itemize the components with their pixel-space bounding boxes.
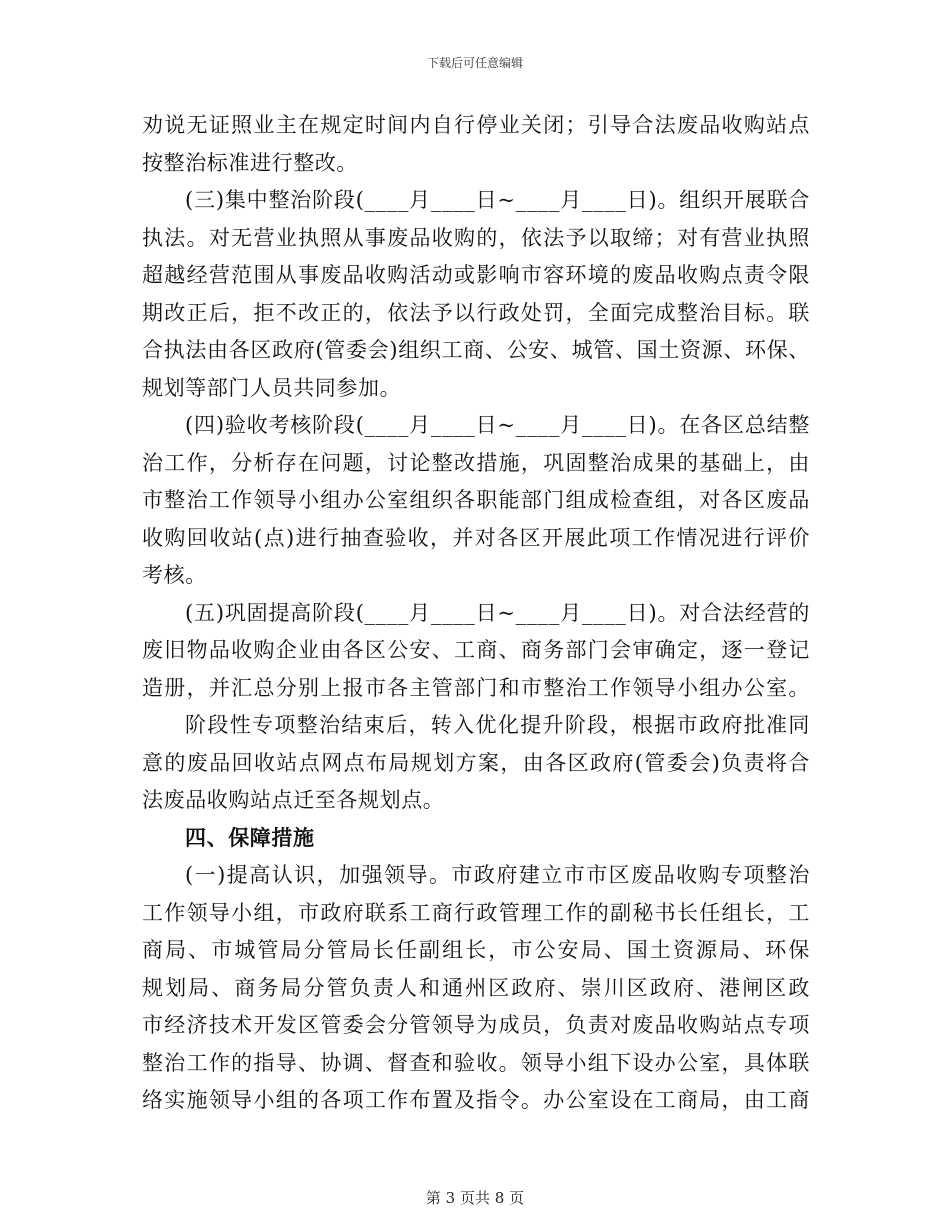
text-line: 整治工作的指导、协调、督查和验收。领导小组下设办公室，具体联: [142, 1050, 810, 1075]
text-line: 执法。对无营业执照从事废品收购的，依法予以取缔；对有营业执照: [142, 225, 810, 250]
page-footer: 第 3 页共 8 页: [425, 1189, 525, 1207]
text-line: 劝说无证照业主在规定时间内自行停业关闭；引导合法废品收购站点: [142, 113, 810, 137]
text-line: (一)提高认识，加强领导。市政府建立市市区废品收购专项整治: [185, 863, 810, 887]
text-line: 规划等部门人员共同参加。: [142, 375, 402, 400]
text-line: 考核。: [142, 563, 207, 587]
text-line: 废旧物品收购企业由各区公安、工商、商务部门会审确定，逐一登记: [142, 638, 810, 662]
text-line: 期改正后，拒不改正的，依法予以行政处罚，全面完成整治目标。联: [142, 300, 810, 325]
text-line: 阶段性专项整治结束后，转入优化提升阶段，根据市政府批准同: [185, 713, 810, 737]
text-line: 工作领导小组，市政府联系工商行政管理工作的副秘书长任组长，工: [142, 900, 810, 925]
text-line: (四)验收考核阶段(____月____日~____月____日)。在各区总结整: [185, 413, 810, 437]
section-heading: 四、保障措施: [185, 825, 315, 850]
document-body: [142, 107, 810, 1120]
text-line: 造册，并汇总分别上报市各主管部门和市整治工作领导小组办公室。: [142, 675, 810, 700]
text-line: 市整治工作领导小组办公室组织各职能部门组成检查组，对各区废品: [142, 488, 810, 512]
text-line: 按整治标准进行整改。: [142, 150, 358, 175]
text-line: 合执法由各区政府(管委会)组织工商、公安、城管、国土资源、环保、: [142, 338, 810, 362]
text-line: 治工作，分析存在问题，讨论整改措施，巩固整治成果的基础上，由: [142, 450, 810, 475]
text-line: 市经济技术开发区管委会分管领导为成员，负责对废品收购站点专项: [142, 1013, 810, 1037]
text-line: 法废品收购站点迁至各规划点。: [142, 788, 445, 812]
text-line: 络实施领导小组的各项工作布置及指令。办公室设在工商局，由工商: [142, 1088, 810, 1112]
text-line: 规划局、商务局分管负责人和通州区政府、崇川区政府、港闸区政: [142, 975, 810, 1000]
text-line: (五)巩固提高阶段(____月____日~____月____日)。对合法经营的: [185, 600, 810, 625]
text-line: 商局、市城管局分管局长任副组长，市公安局、国土资源局、环保: [142, 938, 810, 962]
page-header: 下载后可任意编辑: [426, 56, 523, 70]
text-line: 超越经营范围从事废品收购活动或影响市容环境的废品收购点责令限: [142, 263, 810, 287]
text-line: 收购回收站(点)进行抽查验收，并对各区开展此项工作情况进行评价: [142, 525, 810, 550]
text-line: 意的废品回收站点网点布局规划方案，由各区政府(管委会)负责将合: [142, 750, 810, 775]
text-line: (三)集中整治阶段(____月____日~____月____日)。组织开展联合: [185, 188, 810, 212]
